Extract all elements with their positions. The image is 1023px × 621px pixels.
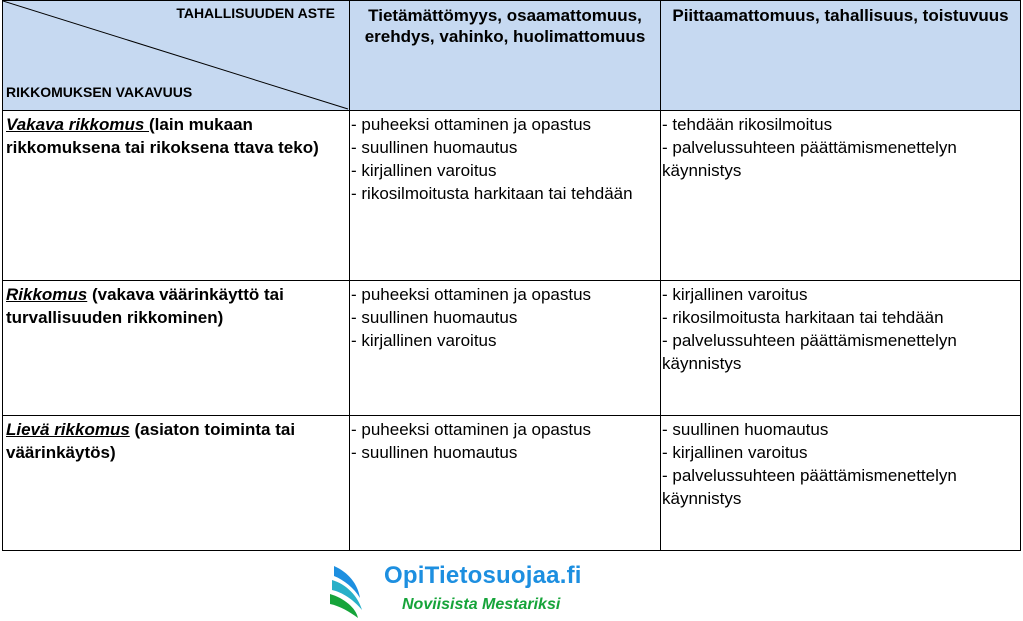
list-item: - palvelussuhteen päättämismenettelyn käynnistys [662,331,957,373]
list-item: - puheeksi ottaminen ja opastus [351,420,592,439]
list-item: - rikosilmoitusta harkitaan tai tehdään [351,184,633,203]
cell-serious-intentional [661,111,1021,281]
row-label-minor-violation [2,416,350,551]
list-item: - suullinen huomautus [351,443,518,462]
row-term: Lievä rikkomus [6,420,130,439]
corner-header-cell [2,0,350,111]
list-item: - palvelussuhteen päättämismenettelyn käynnistys [662,466,957,508]
row-label-serious-violation [2,111,350,281]
row-description: (asiaton toiminta tai väärinkäytös) [6,420,296,462]
row-term: Rikkomus [6,285,88,304]
list-item: - kirjallinen varoitus [662,285,808,304]
cell-minor-intentional [661,416,1021,551]
list-item: - suullinen huomautus [351,308,518,327]
column-header-negligence-text: Tietämättömyys, osaamattomuus, erehdys, vahinko, huolimattomuus [364,6,646,46]
cell-violation-negligence [350,281,661,416]
measures-list [661,281,1020,375]
opitietosuojaa-logo [328,558,648,618]
measures-list [661,416,1020,510]
list-item: - kirjallinen varoitus [662,443,808,462]
measures-list [661,111,1020,182]
column-header-intentional-text: Piittaamattomuus, tahallisuus, toistuvuus [672,6,1009,25]
row-description: (vakava väärinkäyttö tai turvallisuuden rikkominen) [6,285,284,327]
cell-minor-negligence [350,416,661,551]
row-description: (lain mukaan rikkomuksena tai rikoksena ttava teko) [6,115,319,157]
measures-list [350,111,660,205]
intent-degree-label: TAHALLISUUDEN ASTE [176,5,335,21]
severity-matrix-table [2,0,1021,551]
logo-tagline: Noviisista Mestariksi [402,596,561,613]
cell-serious-negligence [350,111,661,281]
list-item: - suullinen huomautus [662,420,829,439]
wave-swoosh-icon [328,558,378,618]
measures-list [350,416,660,464]
list-item: - kirjallinen varoitus [351,331,497,350]
row-label-violation [2,281,350,416]
measures-list [350,281,660,352]
logo-title: OpiTietosuojaa.fi [384,562,582,589]
list-item: - palvelussuhteen päättämismenettelyn käynnistys [662,138,957,180]
list-item: - tehdään rikosilmoitus [662,115,833,134]
column-header-intentional [661,0,1021,111]
row-term: Vakava rikkomus [6,115,150,134]
list-item: - suullinen huomautus [351,138,518,157]
list-item: - rikosilmoitusta harkitaan tai tehdään [662,308,944,327]
list-item: - puheeksi ottaminen ja opastus [351,285,592,304]
column-header-negligence [350,0,661,111]
cell-violation-intentional [661,281,1021,416]
violation-severity-label: RIKKOMUKSEN VAKAVUUS [6,84,193,100]
list-item: - kirjallinen varoitus [351,161,497,180]
list-item: - puheeksi ottaminen ja opastus [351,115,592,134]
